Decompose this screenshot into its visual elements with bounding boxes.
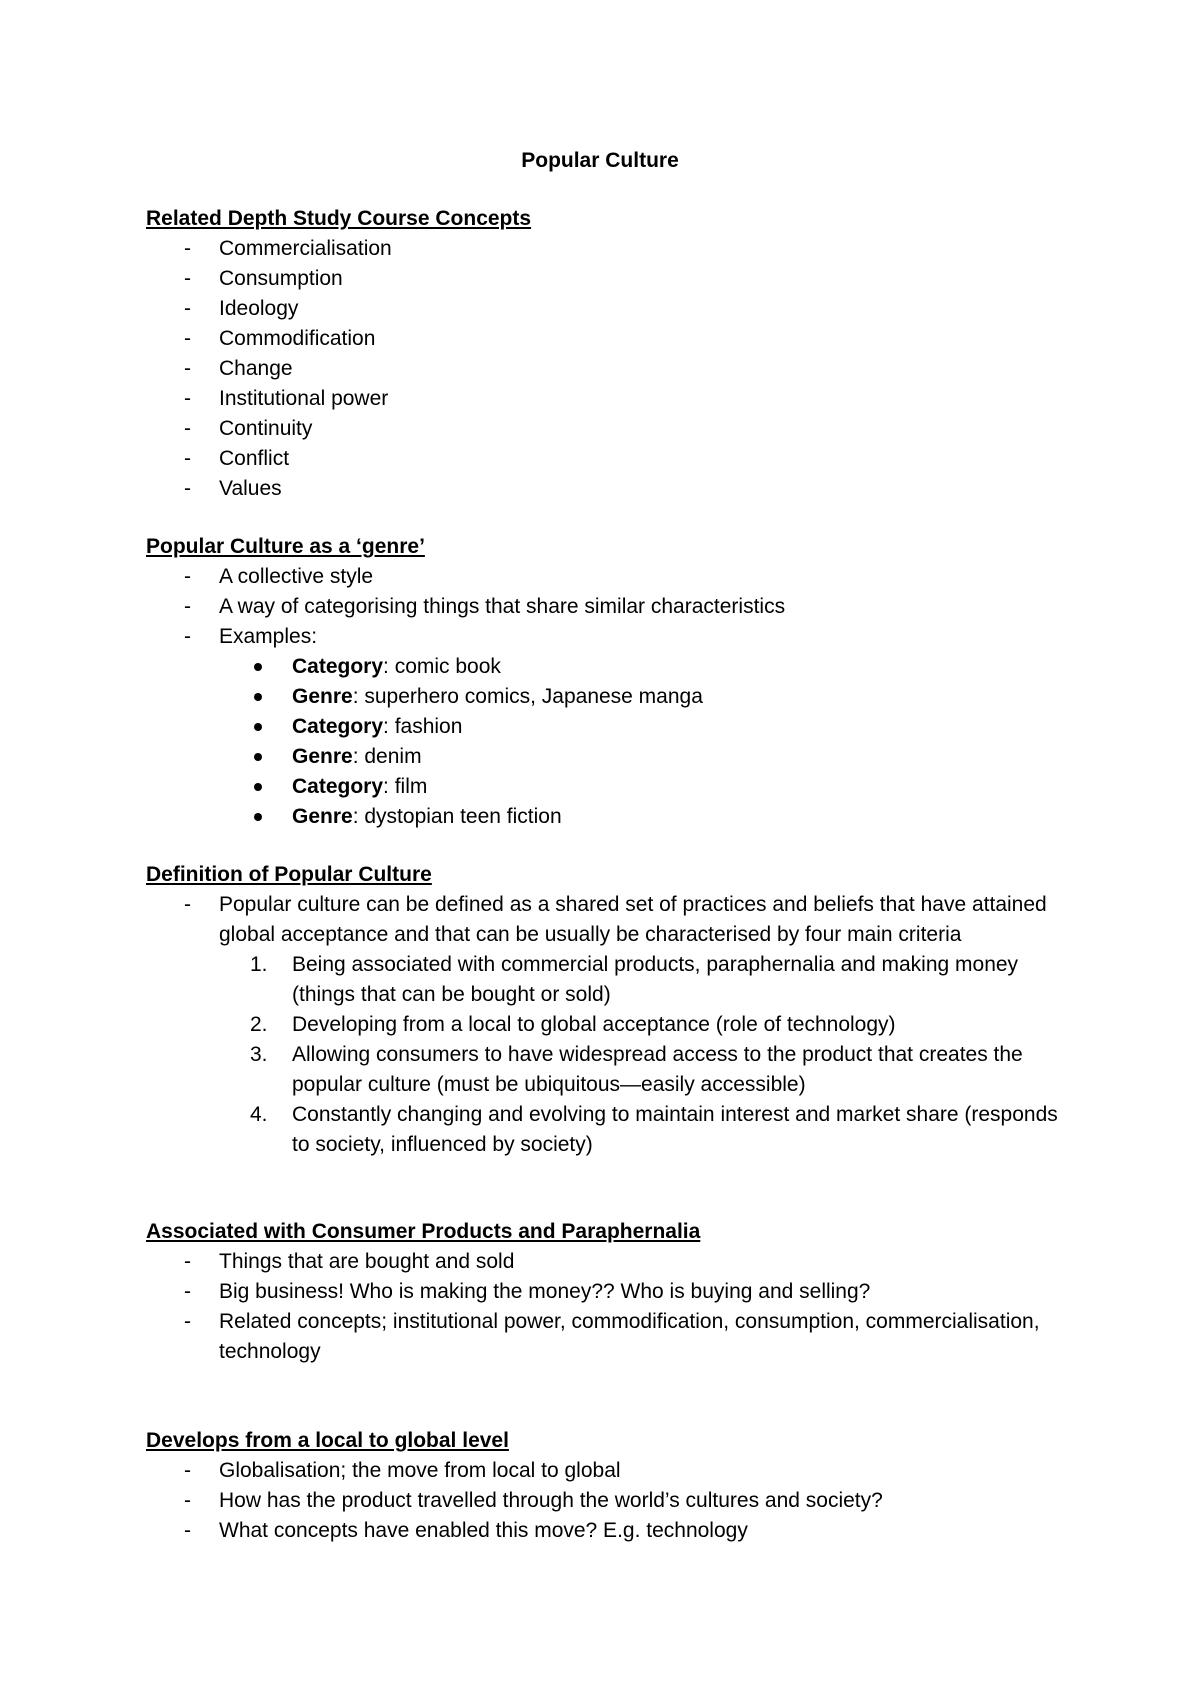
global-list <box>146 1456 1066 1546</box>
dash-marker: - <box>184 1459 191 1482</box>
concepts-list <box>146 234 1066 504</box>
dash-marker: - <box>184 387 191 410</box>
definition-list <box>146 890 1066 950</box>
bullet-marker <box>254 772 262 802</box>
document-title: Popular Culture <box>521 149 679 172</box>
list-item: - Big business! Who is making the money?? Who is buying and selling? <box>146 1277 1066 1307</box>
criteria-item: 4. Constantly changing and evolving to maintain interest and market share (responds to society, influenced by society) <box>146 1100 1066 1160</box>
example-item: Genre: superhero comics, Japanese manga <box>146 682 1066 712</box>
section-heading: Related Depth Study Course Concepts <box>146 207 532 230</box>
bullet-marker <box>254 652 262 682</box>
section-heading: Definition of Popular Culture <box>146 863 432 886</box>
number-marker: 1. <box>250 953 268 976</box>
dash-marker: - <box>184 1280 191 1303</box>
list-item: - What concepts have enabled this move? E.g. technology <box>146 1516 1066 1546</box>
list-item: - Popular culture can be defined as a shared set of practices and beliefs that have attained global acceptance and that can be usually be characterised by four main criteria <box>146 890 1066 950</box>
dash-marker: - <box>184 237 191 260</box>
dash-marker: - <box>184 625 191 648</box>
bullet-marker <box>254 742 262 772</box>
dash-marker: - <box>184 267 191 290</box>
list-item: - Things that are bought and sold <box>146 1247 1066 1277</box>
dash-marker: - <box>184 1519 191 1542</box>
list-item: - Change <box>146 354 1066 384</box>
dash-marker: - <box>184 297 191 320</box>
list-item: - Commercialisation <box>146 234 1066 264</box>
bullet-marker <box>254 802 262 832</box>
dash-marker: - <box>184 447 191 470</box>
list-item: - Institutional power <box>146 384 1066 414</box>
criteria-list <box>146 950 1066 1160</box>
example-item: Genre: dystopian teen fiction <box>146 802 1066 832</box>
number-marker: 2. <box>250 1013 268 1036</box>
list-item: - How has the product travelled through the world’s cultures and society? <box>146 1486 1066 1516</box>
list-item: - Ideology <box>146 294 1066 324</box>
examples-list <box>146 652 1066 832</box>
criteria-item: 2. Developing from a local to global acceptance (role of technology) <box>146 1010 1066 1040</box>
section-heading: Associated with Consumer Products and Paraphernalia <box>146 1220 701 1243</box>
dash-marker: - <box>184 1310 191 1333</box>
bullet-marker <box>254 712 262 742</box>
criteria-item: 3. Allowing consumers to have widespread access to the product that creates the popular culture (must be ubiquitous—easily accessible) <box>146 1040 1066 1100</box>
genre-list <box>146 562 1066 652</box>
section-course-concepts <box>146 204 1066 504</box>
list-item: - Conflict <box>146 444 1066 474</box>
example-item: Genre: denim <box>146 742 1066 772</box>
section-genre <box>146 532 1066 832</box>
section-heading: Develops from a local to global level <box>146 1429 509 1452</box>
list-item: - Commodification <box>146 324 1066 354</box>
list-item: - A collective style <box>146 562 1066 592</box>
dash-marker: - <box>184 357 191 380</box>
section-consumer-products <box>146 1217 1066 1367</box>
list-item: - Examples: <box>146 622 1066 652</box>
example-item: Category: fashion <box>146 712 1066 742</box>
section-definition <box>146 860 1066 1160</box>
dash-marker: - <box>184 1250 191 1273</box>
list-item: - A way of categorising things that share similar characteristics <box>146 592 1066 622</box>
dash-marker: - <box>184 565 191 588</box>
list-item: - Values <box>146 474 1066 504</box>
number-marker: 3. <box>250 1043 268 1066</box>
example-item: Category: comic book <box>146 652 1066 682</box>
number-marker: 4. <box>250 1103 268 1126</box>
criteria-item: 1. Being associated with commercial products, paraphernalia and making money (things that can be bought or sold) <box>146 950 1066 1010</box>
list-item: - Related concepts; institutional power, commodification, consumption, commercialisation, technology <box>146 1307 1066 1367</box>
list-item: - Globalisation; the move from local to global <box>146 1456 1066 1486</box>
section-local-to-global <box>146 1426 1066 1546</box>
dash-marker: - <box>184 595 191 618</box>
dash-marker: - <box>184 1489 191 1512</box>
dash-marker: - <box>184 417 191 440</box>
bullet-marker <box>254 682 262 712</box>
example-item: Category: film <box>146 772 1066 802</box>
consumer-list <box>146 1247 1066 1367</box>
list-item: - Continuity <box>146 414 1066 444</box>
list-item: - Consumption <box>146 264 1066 294</box>
section-heading: Popular Culture as a ‘genre’ <box>146 535 425 558</box>
dash-marker: - <box>184 893 191 916</box>
dash-marker: - <box>184 327 191 350</box>
dash-marker: - <box>184 477 191 500</box>
